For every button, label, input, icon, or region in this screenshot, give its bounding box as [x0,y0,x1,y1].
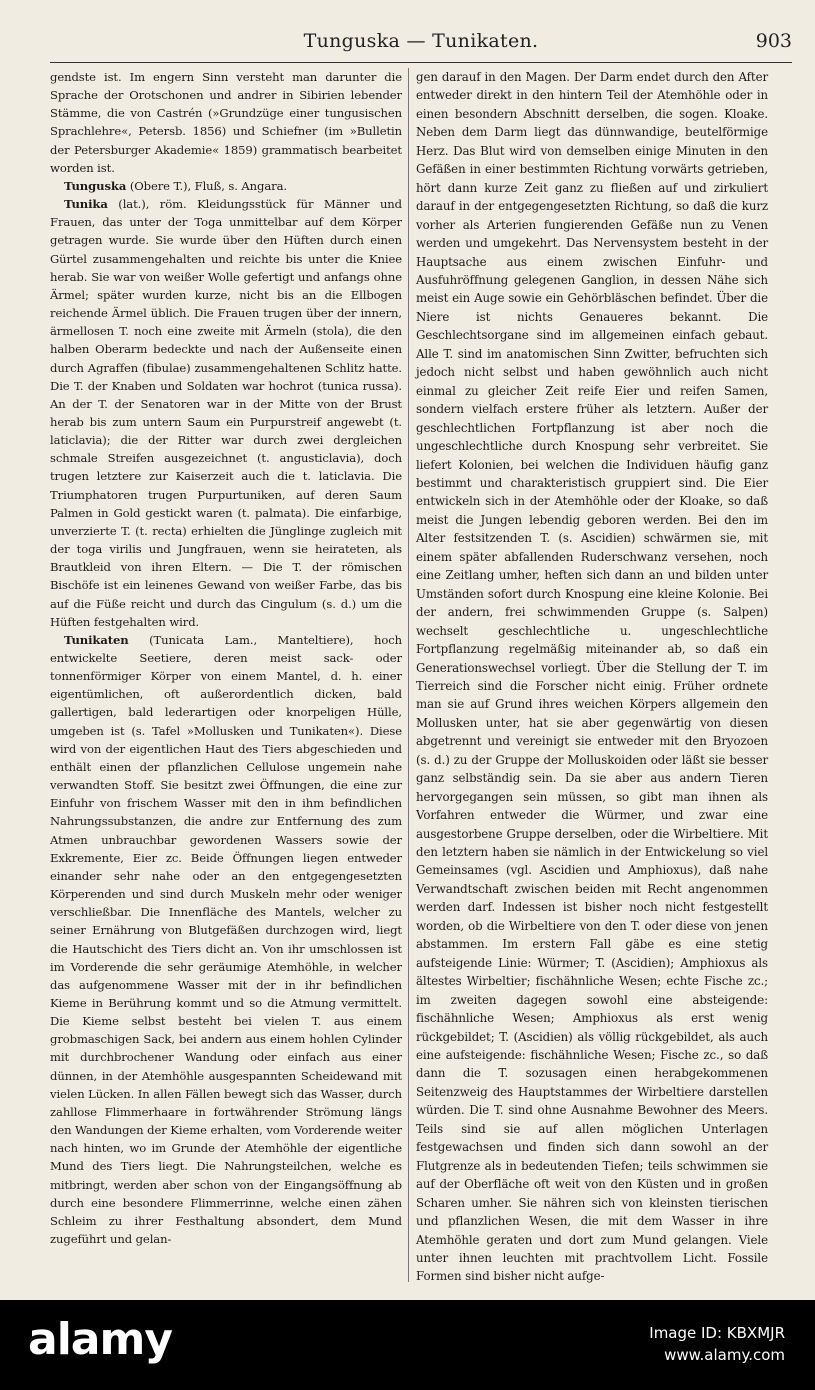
watermark-banner [0,1300,815,1390]
dictionary-entry [416,68,768,1286]
entry-text: (Tunicata Lam., Manteltiere), hoch entwickelte Seetiere, deren meist sack- oder tonnenförmiger Körper von einem Mantel, d. h. einer eigentümlichen, oft außerordentlich dicken, bald gallertigen, bald lederartigen oder knorpeligen Hülle, umgeben ist (s. Tafel »Mollusken und Tunikaten«). Diese wird von der eigentlichen Haut des Tiers abgeschieden und enthält einen der pflanzlichen Cellulose ungemein nahe verwandten Stoff. Sie besitzt zwei Öffnungen, die eine zur Einfuhr von frischem Wasser mit den in ihm befindlichen Nahrungssubstanzen, die andre zur Entfernung des zum Atmen unbrauchbar gewordenen Wassers sowie der Exkremente, Eier zc. Beide Öffnungen liegen entweder einander sehr nahe oder an den entgegengesetzten Körperenden und sind durch Muskeln mehr oder weniger verschließbar. Die Innenfläche des Mantels, welcher zu seiner Ernährung von Blutgefäßen durchzogen wird, liegt die Hautschicht des Tiers dicht an. Von ihr umschlossen ist im Vorderende die sehr geräumige Atemhöhle, in welcher das aufgenommene Wasser mit der in ihr befindlichen Kieme in Berührung kommt und so die Atmung vermittelt. Die Kieme selbst besteht bei vielen T. aus einem grobmaschigen Sack, bei andern aus einem hohlen Cylinder mit durchbrochener Wandung oder einfach aus einer dünnen, in der Atemhöhle ausgespannten Scheidewand mit vielen Lücken. In allen Fällen bewegt sich das Wasser, durch zahllose Flimmerhaare in fortwährender Strömung längs den Wandungen der Kieme erhalten, vom Vorderende weiter nach hinten, wo im Grunde der Atemhöhle der eigentliche Mund des Tiers liegt. Die Nahrungsteilchen, welche es mitbringt, werden aber schon von der Eingangsöffnung ab durch eine besondere Flimmerrinne, welche einen zähen Schleim zu ihrer Festhaltung absondert, dem Mund zugeführt und gelan- [50,632,402,1246]
dictionary-entry [50,195,402,631]
entry-headword: Tunguska [64,178,127,193]
entry-text: gendste ist. Im engern Sinn versteht man darunter die Sprache der Orotschonen und andrer in Sibirien lebender Stämme, die von Castrén (»Grundzüge einer tungusischen Sprachlehre«, Petersb. 1856) und Schiefner (im »Bulletin der Petersburger Akademie« 1859) grammatisch bearbeitet worden ist. [50,70,402,175]
dictionary-entry [50,68,402,177]
column-divider [408,68,409,1282]
running-title: Tunguska — Tunikaten. [303,30,539,52]
image-id: Image ID: KBXMJR [649,1324,785,1342]
dictionary-entry [50,631,402,1248]
banner-info [649,1322,785,1366]
entry-headword: Tunikaten [64,632,129,647]
dictionary-entry [50,177,402,195]
banner-url: www.alamy.com [664,1346,785,1364]
entry-text: (lat.), röm. Kleidungsstück für Männer und Frauen, das unter der Toga unmittelbar auf dem Körper getragen wurde. Sie wurde über den Hüften durch einen Gürtel zusammengehalten und reichte bis unter die Kniee herab. Sie war von weißer Wolle gefertigt und anfangs ohne Ärmel; später wurden kurze, nicht bis an die Ellbogen reichende Ärmel üblich. Die Frauen trugen über der innern, ärmellosen T. noch eine zweite mit Ärmeln (stola), die den halben Oberarm bedeckte und nach der Außenseite einen durch Agraffen (fibulae) zusammengehaltenen Schlitz hatte. Die T. der Knaben und Soldaten war hochrot (tunica russa). An der T. der Senatoren war in der Mitte von der Brust herab bis zum untern Saum ein Purpurstreif angewebt (t. laticlavia); die der Ritter war durch zwei dergleichen schmale Streifen ausgezeichnet (t. angusticlavia), doch trugen letztere zur Kaiserzeit auch die t. laticlavia. Die Triumphatoren trugen Purpurtuniken, auf deren Saum Palmen in Gold gestickt waren (t. palmata). Die einfarbige, unverzierte T. (t. recta) erhielten die Jünglinge zugleich mit der toga virilis und Jungfrauen, wenn sie heirateten, als Brautkleid von ihren Eltern. — Die T. der römischen Bischöfe ist ein leinenes Gewand von weißer Farbe, das bis auf die Füße reicht und durch das Cingulum (s. d.) um die Hüften festgehalten wird. [50,197,402,629]
left-column [50,68,402,1248]
alamy-logo: alamy [28,1314,172,1365]
page-number: 903 [755,30,792,52]
page-header [50,30,792,58]
entry-text: gen darauf in den Magen. Der Darm endet durch den After entweder direkt in den hintern Teil der Atemhöhle oder in einen besondern Abschnitt derselben, die sogen. Kloake. Neben dem Darm liegt das dünnwandige, beutelförmige Herz. Das Blut wird von demselben einige Minuten in den Gefäßen in einer bestimmten Richtung vorwärts getrieben, hört dann kurze Zeit ganz zu fließen auf und zirkuliert darauf in der entgegengesetzten Richtung, so daß die kurz vorher als Arterien fungierenden Gefäße nun zu Venen werden und umgekehrt. Das Nervensystem besteht in der Hauptsache aus einem zwischen Einfuhr- und Ausfuhröffnung gelegenen Ganglion, in dessen Nähe sich meist ein Auge sowie ein Gehörbläschen befindet. Über die Niere ist nichts Genaueres bekannt. Die Geschlechtsorgane sind im allgemeinen einfach gebaut. Alle T. sind im anatomischen Sinn Zwitter, befruchten sich jedoch nicht selbst und haben gewöhnlich auch nicht einmal zu gleicher Zeit reife Eier und reifen Samen, sondern vielfach erstere früher als letztern. Außer der geschlechtlichen Fortpflanzung ist aber noch die ungeschlechtliche durch Knospung sehr verbreitet. Sie liefert Kolonien, bei welchen die Individuen häufig ganz bestimmt und charakteristisch gruppiert sind. Die Eier entwickeln sich in der Atemhöhle oder der Kloake, so daß meist die Jungen lebendig geboren werden. Bei den im Alter festsitzenden T. (s. Ascidien) schwärmen sie, mit einem später abfallenden Ruderschwanz versehen, noch eine Zeitlang umher, heften sich dann an und bilden unter Umständen sofort durch Knospung eine kleine Kolonie. Bei der andern, frei schwimmenden Gruppe (s. Salpen) wechselt geschlechtliche u. ungeschlechtliche Fortpflanzung regelmäßig miteinander ab, so daß ein Generationswechsel vorliegt. Über die Stellung der T. im Tierreich sind die Forscher nicht einig. Früher ordnete man sie auf Grund ihres weichen Körpers allgemein den Mollusken unter, hat sie aber gegenwärtig von diesen abgetrennt und vereinigt sie entweder mit den Bryozoen (s. d.) zu der Gruppe der Molluskoiden oder läßt sie besser ganz selbständig sein. Da sie aber aus andern Tieren hervorgegangen sein müssen, so gibt man ihnen als Vorfahren entweder die Würmer, und zwar eine ausgestorbene Gruppe derselben, oder die Wirbeltiere. Mit den letztern haben sie nämlich in der Entwickelung so viel Gemeinsames (vgl. Ascidien und Amphioxus), daß nahe Verwandtschaft zwischen beiden mit Recht angenommen werden darf. Indessen ist bisher noch nicht festgestellt worden, ob die Wirbeltiere von den T. oder diese von jenen abstammen. Im erstern Fall gäbe es eine stetig aufsteigende Linie: Würmer; T. (Ascidien); Amphioxus als ältestes Wirbeltier; fischähnliche Wesen; echte Fische zc.; im zweiten dagegen sowohl eine absteigende: fischähnliche Wesen; Amphioxus als erst wenig rückgebildet; T. (Ascidien) als völlig rückgebildet, als auch eine aufsteigende: fischähnliche Wesen; Fische zc., so daß dann die T. sozusagen einen herabgekommenen Seitenzweig des Hauptstammes der Wirbeltiere darstellen würden. Die T. sind ohne Ausnahme Bewohner des Meers. Teils sind sie auf allen möglichen Unterlagen festgewachsen und finden sich dann sowohl an der Flutgrenze als in bedeutenden Tiefen; teils schwimmen sie auf der Oberfläche oft weit von den Küsten und in großen Scharen umher. Sie nähren sich von kleinsten tierischen und pflanzlichen Wesen, die mit dem Wasser in ihre Atemhöhle geraten und dort zum Mund gelangen. Viele unter ihnen leuchten mit prachtvollem Licht. Fossile Formen sind bisher nicht aufge- [416,70,768,1284]
right-column [416,68,768,1286]
header-rule [50,62,792,63]
entry-text: (Obere T.), Fluß, s. Angara. [126,178,287,193]
entry-headword: Tunika [64,197,108,212]
